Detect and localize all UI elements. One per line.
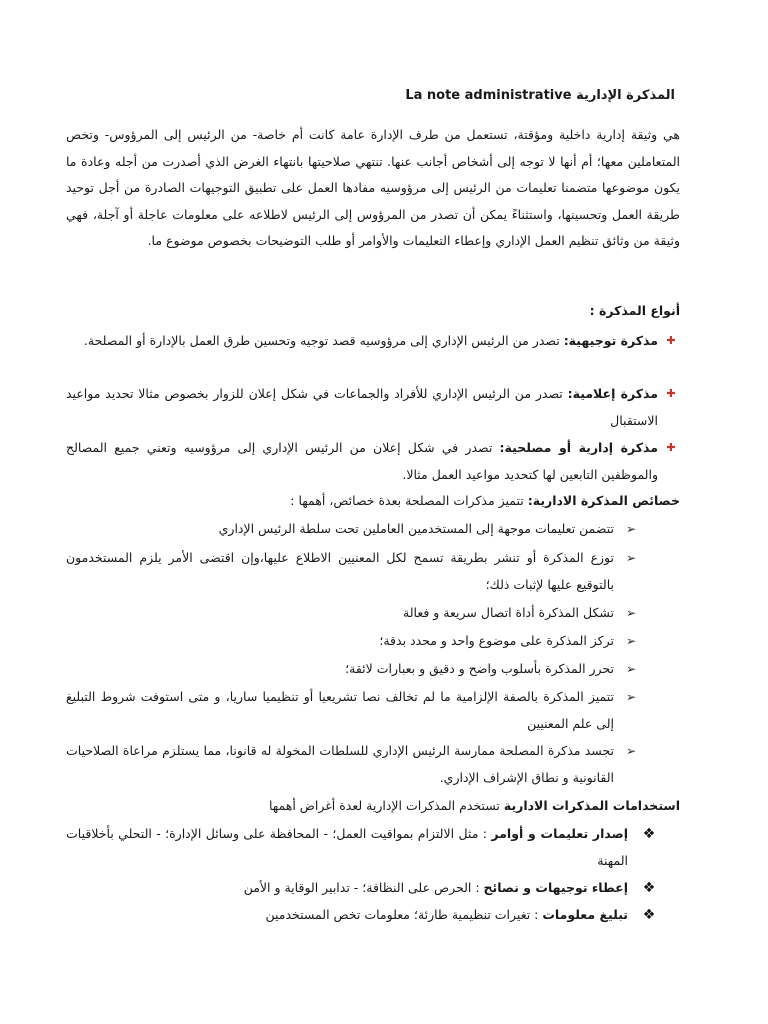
use-label: تبليغ معلومات bbox=[542, 907, 628, 922]
features-heading: خصائص المذكرة الادارية: bbox=[527, 493, 680, 508]
use-text: : تغيرات تنظيمية طارئة؛ معلومات تخص المستخدمين bbox=[265, 907, 543, 922]
type-text: تصدر في شكل إعلان من الرئيس الإداري إلى مرؤوسيه وتعني جميع المصالح والموظفين التابعين لها كتحديد مواعيد العمل مثالا. bbox=[66, 440, 658, 482]
arrow-bullet-icon: ➢ bbox=[625, 744, 637, 758]
list-item bbox=[66, 684, 680, 737]
list-item bbox=[66, 381, 680, 434]
diamond-bullet-icon: ❖ bbox=[642, 880, 656, 896]
feature-text: تتميز المذكرة بالصفة الإلزامية ما لم تخالف نصا تشريعيا أو تنظيميا ساريا، و متى استوفت شروط التبليغ إلى علم المعنيين bbox=[66, 689, 614, 731]
arrow-bullet-icon: ➢ bbox=[625, 551, 637, 565]
type-text: تصدر من الرئيس الإداري للأفراد والجماعات في شكل إعلان للزوار بخصوص مثالا تحديد مواعيد الاستقبال bbox=[66, 386, 658, 428]
type-label: مذكرة إدارية أو مصلحية: bbox=[499, 440, 658, 455]
diamond-bullet-icon: ❖ bbox=[642, 907, 656, 923]
arrow-bullet-icon: ➢ bbox=[625, 634, 637, 648]
title-arabic: المذكرة الإدارية bbox=[576, 88, 675, 103]
features-heading-line bbox=[290, 488, 680, 515]
use-text: : الحرص على النظافة؛ - تدابير الوقاية و الأمن bbox=[243, 880, 484, 895]
plus-bullet-icon: ✚ bbox=[666, 387, 676, 400]
plus-bullet-icon: ✚ bbox=[666, 334, 676, 347]
types-heading: أنواع المذكرة : bbox=[589, 303, 680, 318]
feature-text: تحرر المذكرة بأسلوب واضح و دقيق و بعبارات لائقة؛ bbox=[345, 661, 614, 676]
list-item bbox=[66, 435, 680, 488]
list-item bbox=[66, 516, 680, 543]
list-item bbox=[66, 902, 680, 929]
list-item bbox=[66, 875, 680, 902]
list-item bbox=[66, 738, 680, 791]
list-item bbox=[66, 628, 680, 655]
feature-text: توزع المذكرة أو تنشر بطريقة تسمح لكل المعنيين الاطلاع عليها،وإن اقتضى الأمر يلزم المستخدمون بالتوقيع عليها لإثبات ذلك؛ bbox=[66, 550, 614, 592]
arrow-bullet-icon: ➢ bbox=[625, 522, 637, 536]
arrow-bullet-icon: ➢ bbox=[625, 690, 637, 704]
use-label: إصدار تعليمات و أوامر bbox=[491, 826, 628, 841]
uses-intro: تستخدم المذكرات الإدارية لعدة أغراض أهمها bbox=[268, 798, 504, 813]
feature-text: تركز المذكرة على موضوع واحد و محدد بدقة؛ bbox=[379, 633, 614, 648]
intro-paragraph: هي وثيقة إدارية داخلية ومؤقتة، تستعمل من طرف الإدارة عامة كانت أم خاصة- من الرئيس إلى المرؤوس- وتخص المتعاملين معها؛ أم أنها لا توجه إلى أشخاص أجانب عنها. تنتهي صلاحيتها بانتهاء الغرض الذي أصدرت من أجله وعادة ما يكون موضوعها متضمنا تعليمات من الرئيس إلى مرؤوسيه مفادها العمل على تطبيق التوجيهات الصادرة من أجل توحيد طريقة العمل وتحسينها، واستثناءً يمكن أن تصدر من المرؤوس إلى الرئيس لاطلاعه على معلومات عاجلة أو آجلة، فهي وثيقة من وثائق تنظيم العمل الإداري وإعطاء التعليمات والأوامر أو طلب التوضيحات بخصوص موضوع ما. bbox=[66, 127, 680, 248]
features-intro: تتميز مذكرات المصلحة بعدة خصائص، أهمها : bbox=[290, 493, 528, 508]
feature-text: تجسد مذكرة المصلحة ممارسة الرئيس الإداري للسلطات المخولة له قانونا، مما يستلزم مراعاة الصلاحيات القانونية و نطاق الإشراف الإداري. bbox=[66, 743, 614, 785]
list-item bbox=[66, 821, 680, 874]
use-label: إعطاء توجيهات و نصائح bbox=[483, 880, 628, 895]
list-item bbox=[66, 328, 680, 355]
use-text: : مثل الالتزام بمواقيت العمل؛ - المحافظة على وسائل الإدارة؛ - التحلي بأخلاقيات المهنة bbox=[66, 826, 628, 868]
uses-heading: استخدامات المذكرات الادارية bbox=[503, 798, 680, 813]
list-item bbox=[66, 545, 680, 598]
diamond-bullet-icon: ❖ bbox=[642, 826, 656, 842]
feature-text: تشكل المذكرة أداة اتصال سريعة و فعالة bbox=[403, 605, 614, 620]
arrow-bullet-icon: ➢ bbox=[625, 662, 637, 676]
type-label: مذكرة توجيهية: bbox=[563, 333, 658, 348]
list-item bbox=[66, 600, 680, 627]
arrow-bullet-icon: ➢ bbox=[625, 606, 637, 620]
list-item bbox=[66, 656, 680, 683]
plus-bullet-icon: ✚ bbox=[666, 441, 676, 454]
document-title bbox=[405, 88, 675, 103]
feature-text: تتضمن تعليمات موجهة إلى المستخدمين العاملين تحت سلطة الرئيس الإداري bbox=[218, 521, 614, 536]
type-text: تصدر من الرئيس الإداري إلى مرؤوسيه قصد توجيه وتحسين طرق العمل بالإدارة أو المصلحة. bbox=[83, 333, 564, 348]
type-label: مذكرة إعلامية: bbox=[567, 386, 658, 401]
uses-heading-line bbox=[269, 793, 680, 820]
title-french: La note administrative bbox=[405, 88, 572, 103]
